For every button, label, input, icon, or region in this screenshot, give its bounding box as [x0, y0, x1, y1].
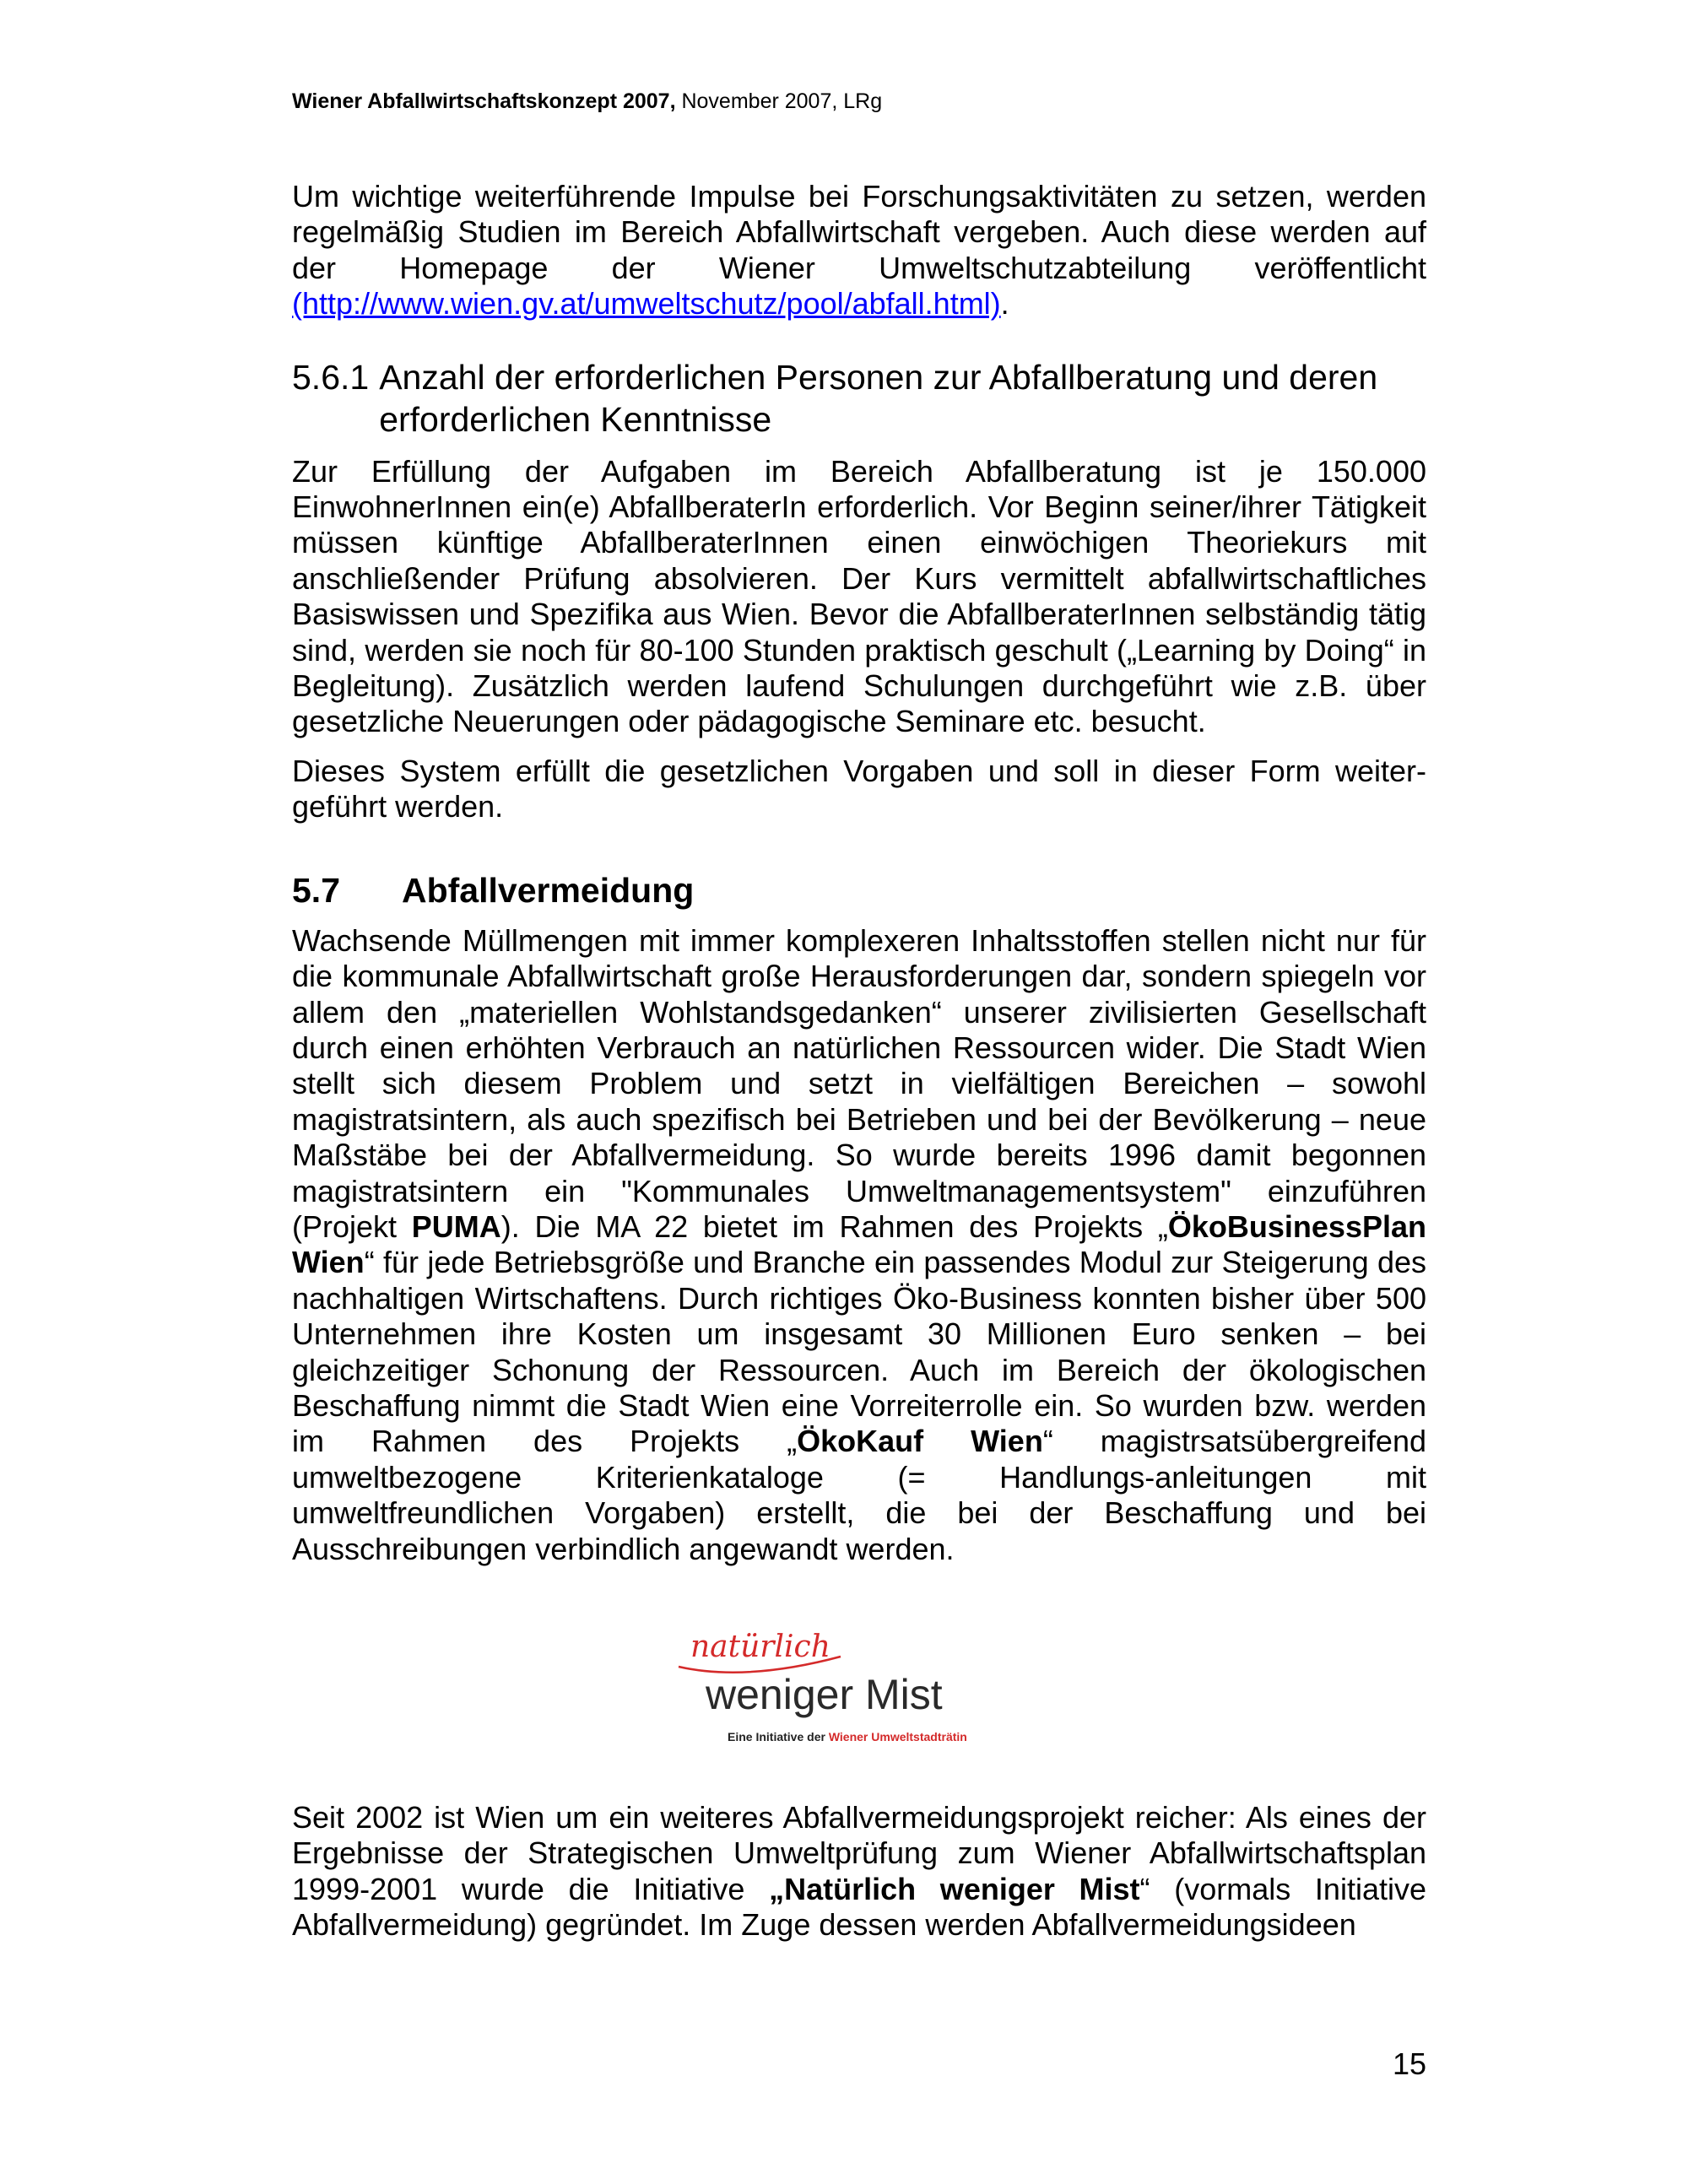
header-title-bold: Wiener Abfallwirtschaftskonzept 2007,: [292, 89, 676, 113]
homepage-link[interactable]: (http://www.wien.gv.at/umweltschutz/pool/abfall.html): [292, 286, 1001, 322]
p1-text-d: “ magistrsatsübergreifend umweltbezogene Kriterienkataloge (= Handlungs-anleitungen mit umweltfreundlichen Vorgaben) erstellt, die bei der Beschaffung und bei Ausschreibungen verbindlich angewandt werden.: [292, 1424, 1426, 1566]
p1-text-a: Wachsende Müllmengen mit immer komplexeren Inhaltsstoffen stellen nicht nur für die kommunale Abfallwirtschaft große Herausforderungen dar, sondern spiegeln vor allem den „materiellen Wohlstandsgedanken“ unserer zivilisierten Gesellschaft durch einen erhöhten Verbrauch an natürlichen Ressourcen wider. Die Stadt Wien stellt sich diesem Problem und setzt in vielfältigen Bereichen – sowohl magistratsintern, als auch spezifisch bei Betrieben und bei der Bevölkerung – neue Maßstäbe bei der Abfallvermeidung. So wurde bereits 1996 damit begonnen magistratsintern ein "Kommunales Umweltmanagementsystem" einzuführen (Projekt: [292, 922, 1426, 1244]
logo-main-text: weniger Mist: [706, 1671, 943, 1718]
p1-text-b: ). Die MA 22 bietet im Rahmen des Projekts „: [500, 1208, 1168, 1244]
section-561-number: 5.6.1: [292, 357, 370, 397]
section-561-paragraph-2: Dieses System erfüllt die gesetzlichen Vorgaben und soll in dieser Form weiter-geführt werden.: [292, 753, 1426, 824]
section-561-heading: [292, 356, 1426, 441]
header-title-rest: November 2007, LRg: [675, 89, 883, 113]
intro-text: Um wichtige weiterführende Impulse bei Forschungsaktivitäten zu setzen, werden regelmäßig Studien im Bereich Abfallwirtschaft vergeben. Auch diese werden auf der Homepage der Wiener Umweltschutzabteilung veröffentlicht: [292, 179, 1426, 285]
page-number: 15: [1392, 2046, 1426, 2081]
section-561-paragraph-1: Zur Erfüllung der Aufgaben im Bereich Abfallberatung ist je 150.000 EinwohnerInnen ein(e) AbfallberaterIn erforderlich. Vor Beginn seiner/ihrer Tätigkeit müssen künftige AbfallberaterInnen einen einwöchigen Theoriekurs mit anschließender Prüfung absolvieren. Der Kurs vermittelt abfallwirtschaftliches Basiswissen und Spezifika aus Wien. Bevor die AbfallberaterInnen selbständig tätig sind, werden sie noch für 80-100 Stunden praktisch geschult („Learning by Doing“ in Begleitung). Zusätzlich werden laufend Schulungen durchgeführt wie z.B. über gesetzliche Neuerungen oder pädagogische Seminare etc. besucht.: [292, 453, 1426, 739]
logo-script-text: natürlich: [690, 1630, 830, 1664]
oekobusinessplan-name: ÖkoBusinessPlan Wien: [292, 1208, 1426, 1280]
intro-paragraph: [292, 179, 1426, 322]
p2-text-b: “ (vormals Initiative Abfallvermeidung) gegründet. Im Zuge dessen werden Abfallvermeidungsideen: [292, 1871, 1426, 1943]
section-561-title: Anzahl der erforderlichen Personen zur Abfallberatung und deren erforderlichen Kenntnisse: [379, 357, 1378, 439]
page-content: [292, 179, 1426, 1943]
running-header: [292, 88, 882, 115]
natuerlich-weniger-mist-logo: [655, 1616, 1026, 1760]
p2-text-a: Seit 2002 ist Wien um ein weiteres Abfallvermeidungsprojekt reicher: Als eines der Ergebnisse der Strategischen Umweltprüfung zum Wiener Abfallwirtschaftsplan 1999-2001 wurde die Initiative: [292, 1800, 1426, 1906]
logo-subtitle: [728, 1730, 967, 1743]
section-57-paragraph-1: [292, 923, 1426, 1567]
initiative-name: „Natürlich weniger Mist: [769, 1871, 1140, 1906]
logo-subtitle-b: Wiener Umweltstadträtin: [828, 1730, 967, 1743]
section-57-title: Abfallvermeidung: [402, 870, 695, 910]
section-57-heading: [292, 869, 1426, 911]
p1-text-c: “ für jede Betriebsgröße und Branche ein passendes Modul zur Steigerung des nachhaltigen Wirtschaftens. Durch richtiges Öko-Business konnten bisher über 500 Unternehmen ihre Kosten um insgesamt 30 Millionen Euro senken – bei gleichzeitiger Schonung der Ressourcen. Auch im Bereich der ökologischen Beschaffung nimmt die Stadt Wien eine Vorreiterrolle ein. So wurden bzw. werden im Rahmen des Projekts „: [292, 1245, 1426, 1459]
section-57-number: 5.7: [292, 870, 340, 910]
puma-project-name: PUMA: [411, 1208, 501, 1244]
intro-after-link: .: [1000, 286, 1009, 322]
logo-subtitle-a: Eine Initiative der: [728, 1730, 829, 1743]
oekokauf-name: ÖkoKauf Wien: [797, 1424, 1043, 1459]
section-57-paragraph-2: [292, 1800, 1426, 1943]
